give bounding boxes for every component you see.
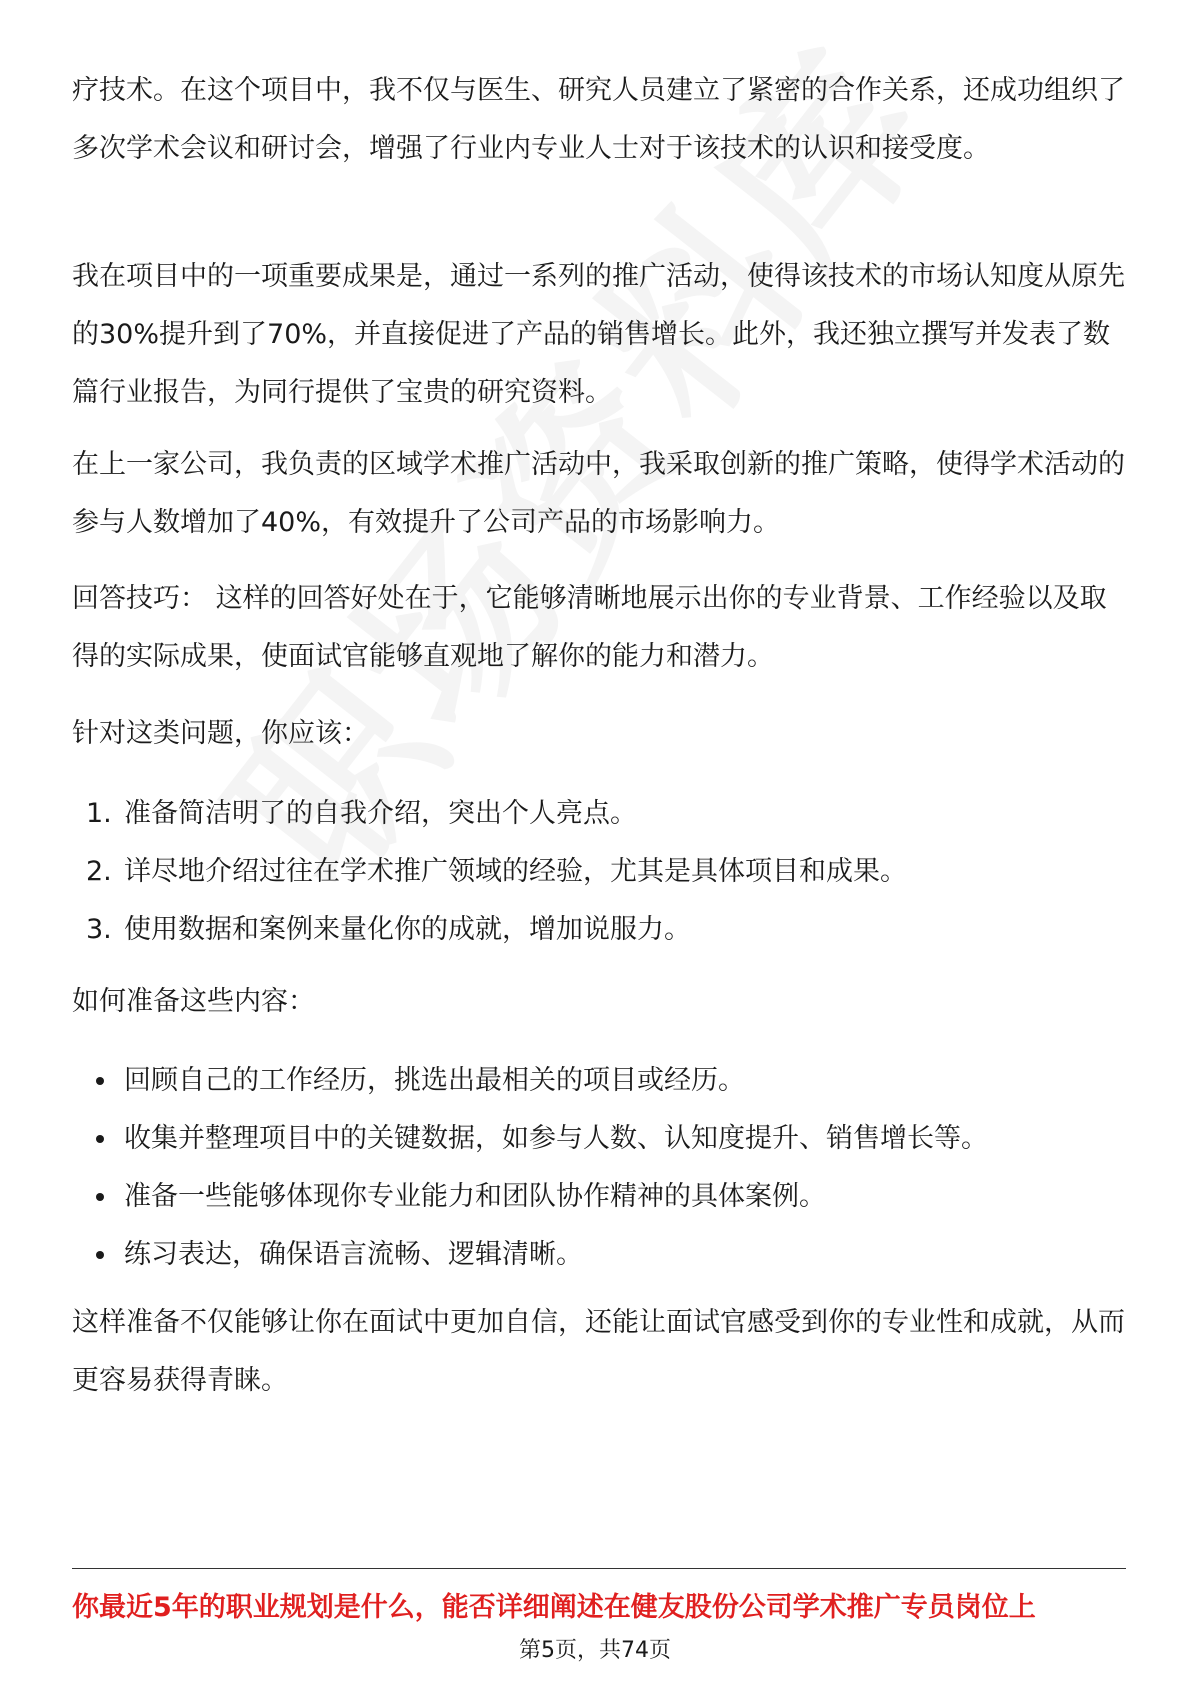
list-item [72, 1110, 1132, 1168]
paragraph-achievement: 我在项目中的一项重要成果是，通过一系列的推广活动，使得该技术的市场认知度从原先的30%提升到了70%，并直接促进了产品的销售增长。此外，我还独立撰写并发表了数篇行业报告，为同行提供了宝贵的研究资料。 [72, 261, 1125, 408]
footer-divider [72, 1568, 1126, 1569]
list-item-text: 详尽地介绍过往在学术推广领域的经验，尤其是具体项目和成果。 [124, 856, 907, 887]
list-item [72, 1052, 1132, 1110]
list-item-text: 准备简洁明了的自我介绍，突出个人亮点。 [124, 798, 637, 829]
list-item [72, 843, 1132, 901]
bullet-icon [96, 1077, 104, 1085]
numbered-list [72, 785, 1132, 959]
paragraph-answer-tips: 回答技巧： 这样的回答好处在于，它能够清晰地展示出你的专业背景、工作经验以及取得的实际成果，使面试官能够直观地了解你的能力和潜力。 [72, 583, 1107, 672]
list-number: 2. [86, 856, 112, 887]
bullet-icon [96, 1193, 104, 1201]
paragraph-project-intro: 疗技术。在这个项目中，我不仅与医生、研究人员建立了紧密的合作关系，还成功组织了多次学术会议和研讨会，增强了行业内专业人士对于该技术的认识和接受度。 [72, 75, 1125, 164]
list-item-text: 回顾自己的工作经历，挑选出最相关的项目或经历。 [124, 1065, 745, 1096]
list-item [72, 901, 1132, 959]
list-item [72, 1168, 1132, 1226]
bullet-icon [96, 1251, 104, 1259]
list-number: 1. [86, 798, 112, 829]
paragraph-how-to-answer: 针对这类问题，你应该： [72, 718, 369, 749]
list-item-text: 准备一些能够体现你专业能力和团队协作精神的具体案例。 [124, 1181, 826, 1212]
bullet-list [72, 1052, 1132, 1284]
list-number: 3. [86, 914, 112, 945]
paragraph-closing: 这样准备不仅能够让你在面试中更加自信，还能让面试官感受到你的专业性和成就，从而更容易获得青睐。 [72, 1307, 1125, 1396]
list-item-text: 收集并整理项目中的关键数据，如参与人数、认知度提升、销售增长等。 [124, 1123, 988, 1154]
list-item [72, 1226, 1132, 1284]
paragraph-previous-company: 在上一家公司，我负责的区域学术推广活动中，我采取创新的推广策略，使得学术活动的参与人数增加了40%，有效提升了公司产品的市场影响力。 [72, 449, 1125, 538]
page-number: 第5页，共74页 [519, 1638, 671, 1663]
list-item-text: 使用数据和案例来量化你的成就，增加说服力。 [124, 914, 691, 945]
prep-heading: 如何准备这些内容： [72, 986, 315, 1017]
list-item-text: 练习表达，确保语言流畅、逻辑清晰。 [124, 1239, 583, 1270]
footer-title: 你最近5年的职业规划是什么，能否详细阐述在健友股份公司学术推广专员岗位上 [72, 1592, 1036, 1623]
bullet-icon [96, 1135, 104, 1143]
list-item [72, 785, 1132, 843]
